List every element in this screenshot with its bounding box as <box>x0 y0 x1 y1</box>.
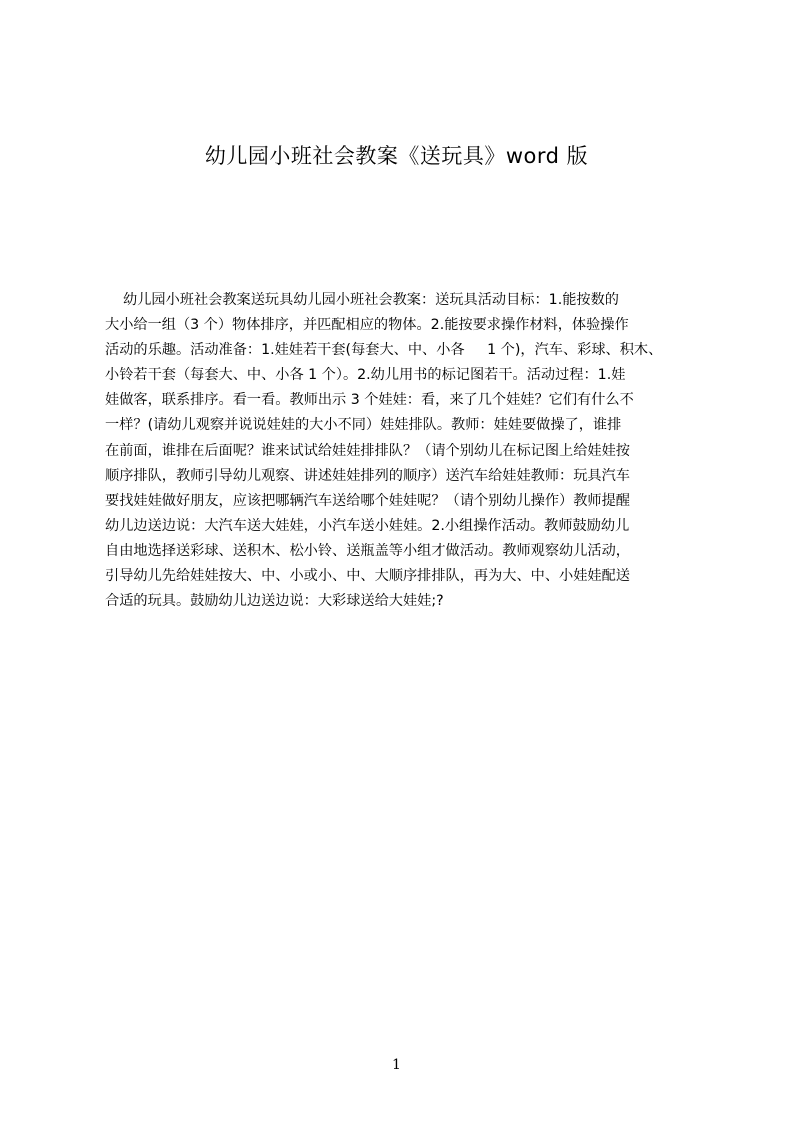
body-line: 小铃若干套（每套大、中、小各 1 个）。2.幼儿用书的标记图若干。活动过程：1.娃 <box>105 367 626 384</box>
body-line: 在前面，谁排在后面呢？谁来试试给娃娃排排队？（请个别幼儿在标记图上给娃娃按 <box>105 442 630 459</box>
body-line: 活动的乐趣。活动准备：1.娃娃若干套(每套大、中、小各 1 个)，汽车、彩球、积木、 <box>105 342 663 359</box>
body-line: 一样？(请幼儿观察并说说娃娃的大小不同）娃娃排队。教师：娃娃要做操了，谁排 <box>105 417 622 434</box>
body-line: 引导幼儿先给娃娃按大、中、小或小、中、大顺序排排队，再为大、中、小娃娃配送 <box>105 568 630 585</box>
body-line: 大小给一组（3 个）物体排序，并匹配相应的物体。2.能按要求操作材料，体验操作 <box>105 317 629 334</box>
body-line: 顺序排队，教师引导幼儿观察、讲述娃娃排列的顺序）送汽车给娃娃教师：玩具汽车 <box>105 467 630 484</box>
body-line: 幼儿园小班社会教案送玩具幼儿园小班社会教案：送玩具活动目标：1.能按数的 <box>105 292 619 308</box>
document-title: 幼儿园小班社会教案《送玩具》word 版 <box>204 144 589 168</box>
body-line: 娃做客，联系排序。看一看。教师出示 3 个娃娃：看，来了几个娃娃？它们有什么不 <box>105 392 634 409</box>
document-body <box>105 288 697 648</box>
page-number: 1 <box>392 1057 401 1073</box>
body-line: 自由地选择送彩球、送积木、松小铃、送瓶盖等小组才做活动。教师观察幼儿活动， <box>105 542 630 559</box>
body-line: 幼儿边送边说：大汽车送大娃娃，小汽车送小娃娃。2.小组操作活动。教师鼓励幼儿 <box>105 517 630 534</box>
body-line: 合适的玩具。鼓励幼儿边送边说：大彩球送给大娃娃;? <box>105 593 444 610</box>
body-line: 要找娃娃做好朋友，应该把哪辆汽车送给哪个娃娃呢？（请个别幼儿操作）教师提醒 <box>105 492 630 509</box>
